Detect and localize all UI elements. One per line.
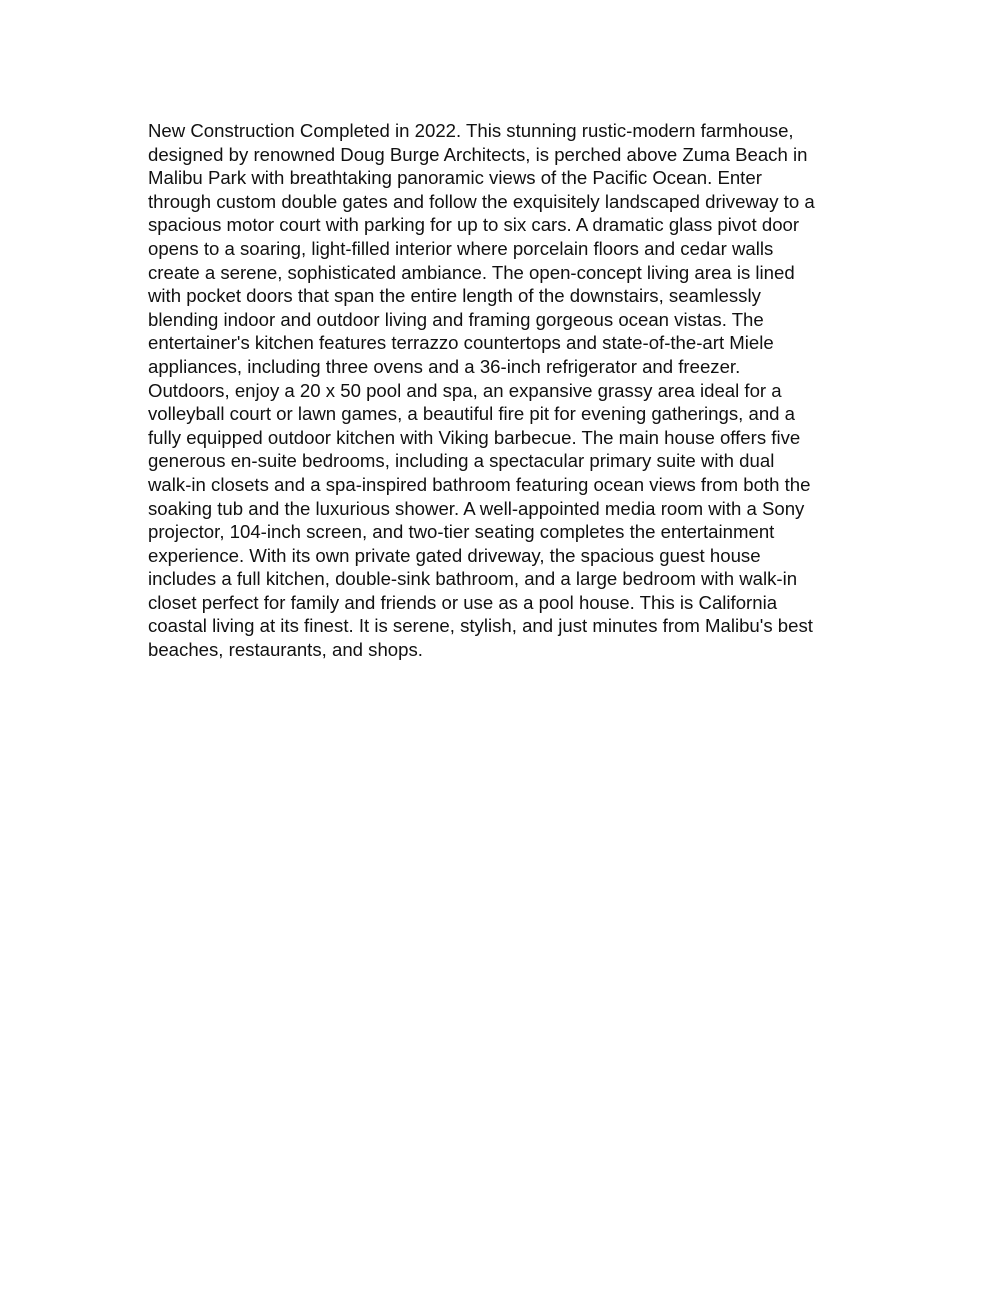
- description-line: New Construction Completed in 2022. This stunning rustic-modern farmhouse,: [148, 120, 794, 141]
- description-line: entertainer's kitchen features terrazzo countertops and state-of-the-art Miele: [148, 332, 774, 354]
- description-line: blending indoor and outdoor living and framing gorgeous ocean vistas. The: [148, 308, 764, 330]
- description-line: beaches, restaurants, and shops.: [148, 639, 423, 661]
- description-line: soaking tub and the luxurious shower. A well-appointed media room with a Sony: [148, 497, 805, 519]
- description-line: Outdoors, enjoy a 20 x 50 pool and spa, an expansive grassy area ideal for a: [148, 379, 782, 401]
- description-line: includes a full kitchen, double-sink bathroom, and a large bedroom with walk-in: [148, 568, 798, 590]
- description-line: experience. With its own private gated driveway, the spacious guest house: [148, 544, 761, 566]
- description-line: closet perfect for family and friends or use as a pool house. This is California: [148, 591, 778, 613]
- description-line: spacious motor court with parking for up to six cars. A dramatic glass pivot door: [148, 214, 800, 236]
- description-line: volleyball court or lawn games, a beautiful fire pit for evening gatherings, and a: [148, 403, 796, 425]
- property-description: [148, 119, 868, 662]
- description-line: projector, 104-inch screen, and two-tier seating completes the entertainment: [148, 521, 775, 543]
- description-line: create a serene, sophisticated ambiance. The open-concept living area is lined: [148, 261, 795, 283]
- description-line: appliances, including three ovens and a 36-inch refrigerator and freezer.: [148, 355, 741, 377]
- description-line: coastal living at its finest. It is serene, stylish, and just minutes from Malibu's best: [148, 615, 813, 637]
- description-line: fully equipped outdoor kitchen with Viking barbecue. The main house offers five: [148, 426, 801, 448]
- description-line: with pocket doors that span the entire length of the downstairs, seamlessly: [148, 285, 761, 307]
- description-line: through custom double gates and follow the exquisitely landscaped driveway to a: [148, 190, 815, 212]
- description-line: designed by renowned Doug Burge Architects, is perched above Zuma Beach in: [148, 143, 808, 165]
- description-line: opens to a soaring, light-filled interior where porcelain floors and cedar walls: [148, 237, 774, 259]
- description-line: generous en-suite bedrooms, including a spectacular primary suite with dual: [148, 450, 775, 472]
- description-line: Malibu Park with breathtaking panoramic views of the Pacific Ocean. Enter: [148, 167, 762, 189]
- description-line: walk-in closets and a spa-inspired bathroom featuring ocean views from both the: [148, 473, 811, 495]
